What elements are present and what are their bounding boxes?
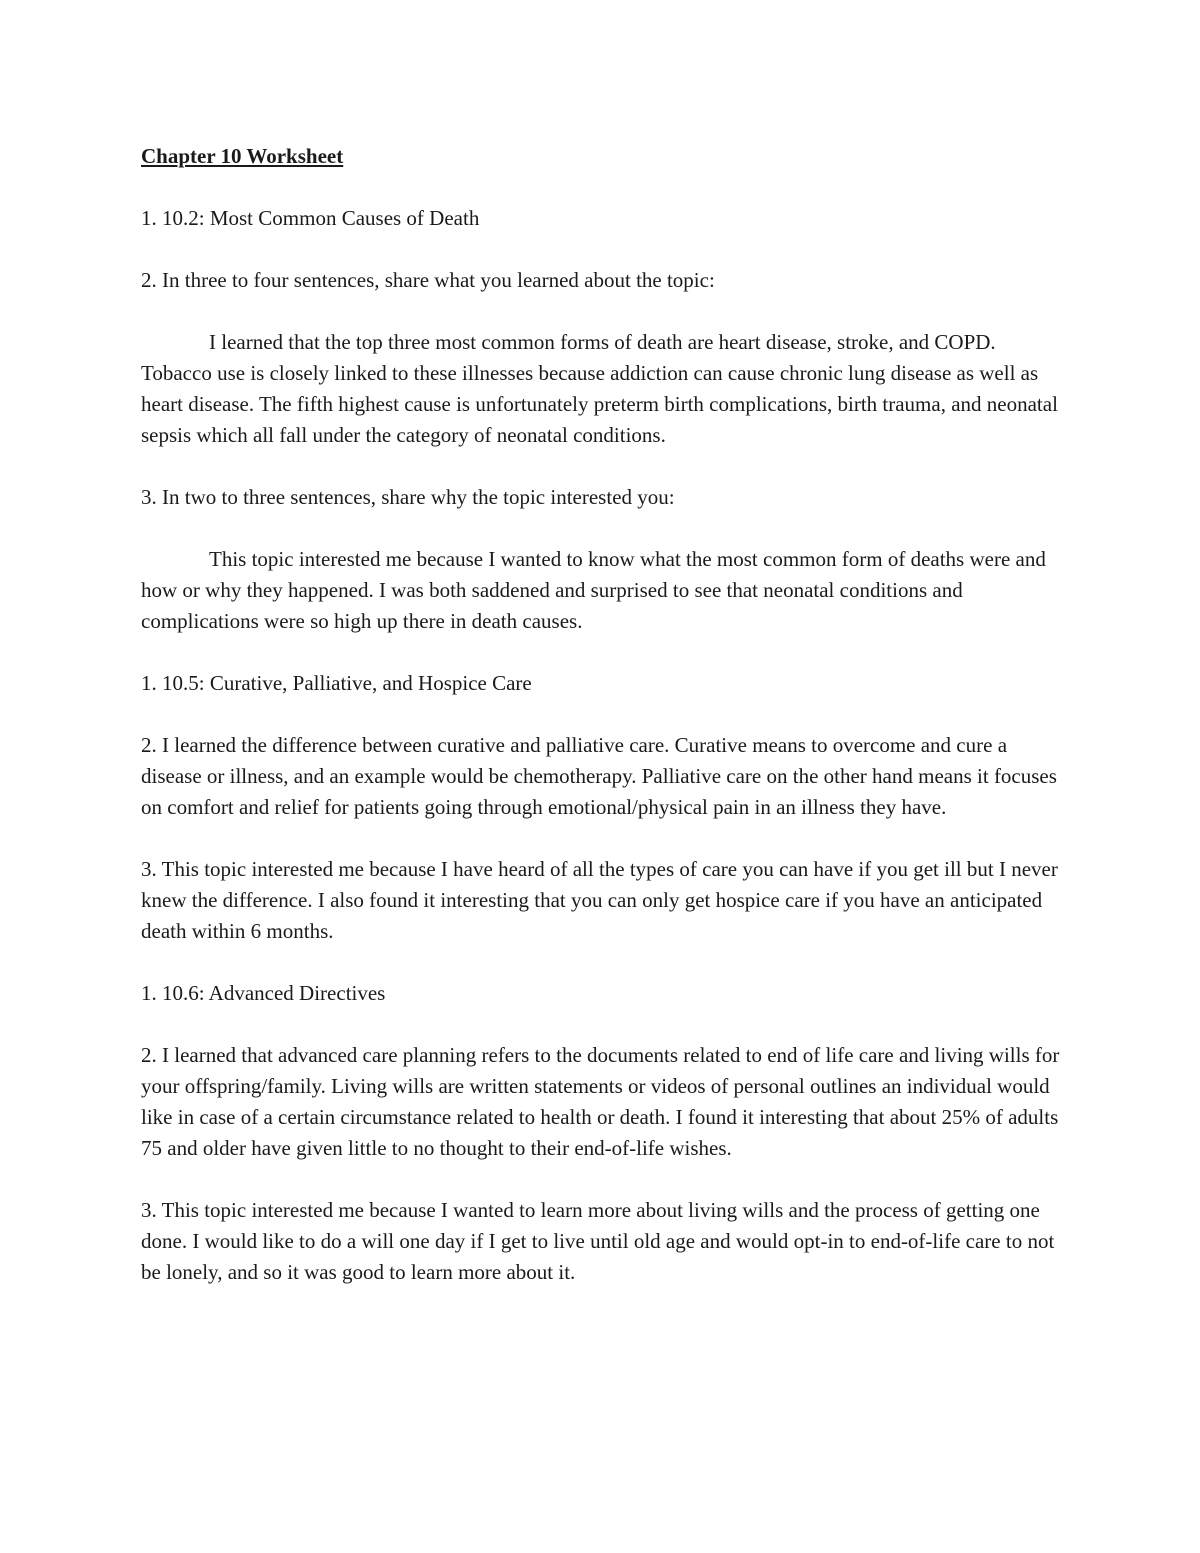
- section-1-learned-answer: I learned that the top three most common forms of death are heart disease, stroke, and COPD. Tobacco use is closely linked to these illnesses because addiction can cause chronic lung disease as well as heart disease. The fifth highest cause is unfortunately preterm birth complications, birth trauma, and neonatal sepsis which all fall under the category of neonatal conditions.: [141, 330, 1058, 447]
- section-2-learned-answer: 2. I learned the difference between curative and palliative care. Curative means to overcome and cure a disease or illness, and an example would be chemotherapy. Palliative care on the other hand means it focuses on comfort and relief for patients going through emotional/physical pain in an illness they have.: [141, 733, 1057, 819]
- section-1-prompt-interest: 3. In two to three sentences, share why the topic interested you:: [141, 485, 675, 509]
- section-3-topic: 1. 10.6: Advanced Directives: [141, 981, 386, 1005]
- section-3-interest-answer: 3. This topic interested me because I wanted to learn more about living wills and the process of getting one done. I would like to do a will one day if I get to live until old age and would opt-in to end-of-life care to not be lonely, and so it was good to learn more about it.: [141, 1198, 1055, 1284]
- section-1-topic: 1. 10.2: Most Common Causes of Death: [141, 206, 480, 230]
- document-title: Chapter 10 Worksheet: [141, 144, 344, 168]
- section-2-topic: 1. 10.5: Curative, Palliative, and Hospice Care: [141, 671, 532, 695]
- section-2-interest-answer: 3. This topic interested me because I have heard of all the types of care you can have if you get ill but I never knew the difference. I also found it interesting that you can only get hospice care if you have an anticipated death within 6 months.: [141, 857, 1058, 943]
- document-body: [141, 141, 1066, 1319]
- section-3-learned-answer: 2. I learned that advanced care planning refers to the documents related to end of life care and living wills for your offspring/family. Living wills are written statements or videos of personal outlines an individual would like in case of a certain circumstance related to health or death. I found it interesting that about 25% of adults 75 and older have given little to no thought to their end-of-life wishes.: [141, 1043, 1060, 1160]
- section-1-prompt-learned: 2. In three to four sentences, share what you learned about the topic:: [141, 268, 715, 292]
- section-1-interest-answer: This topic interested me because I wanted to know what the most common form of deaths were and how or why they happened. I was both saddened and surprised to see that neonatal conditions and complications were so high up there in death causes.: [141, 547, 1046, 633]
